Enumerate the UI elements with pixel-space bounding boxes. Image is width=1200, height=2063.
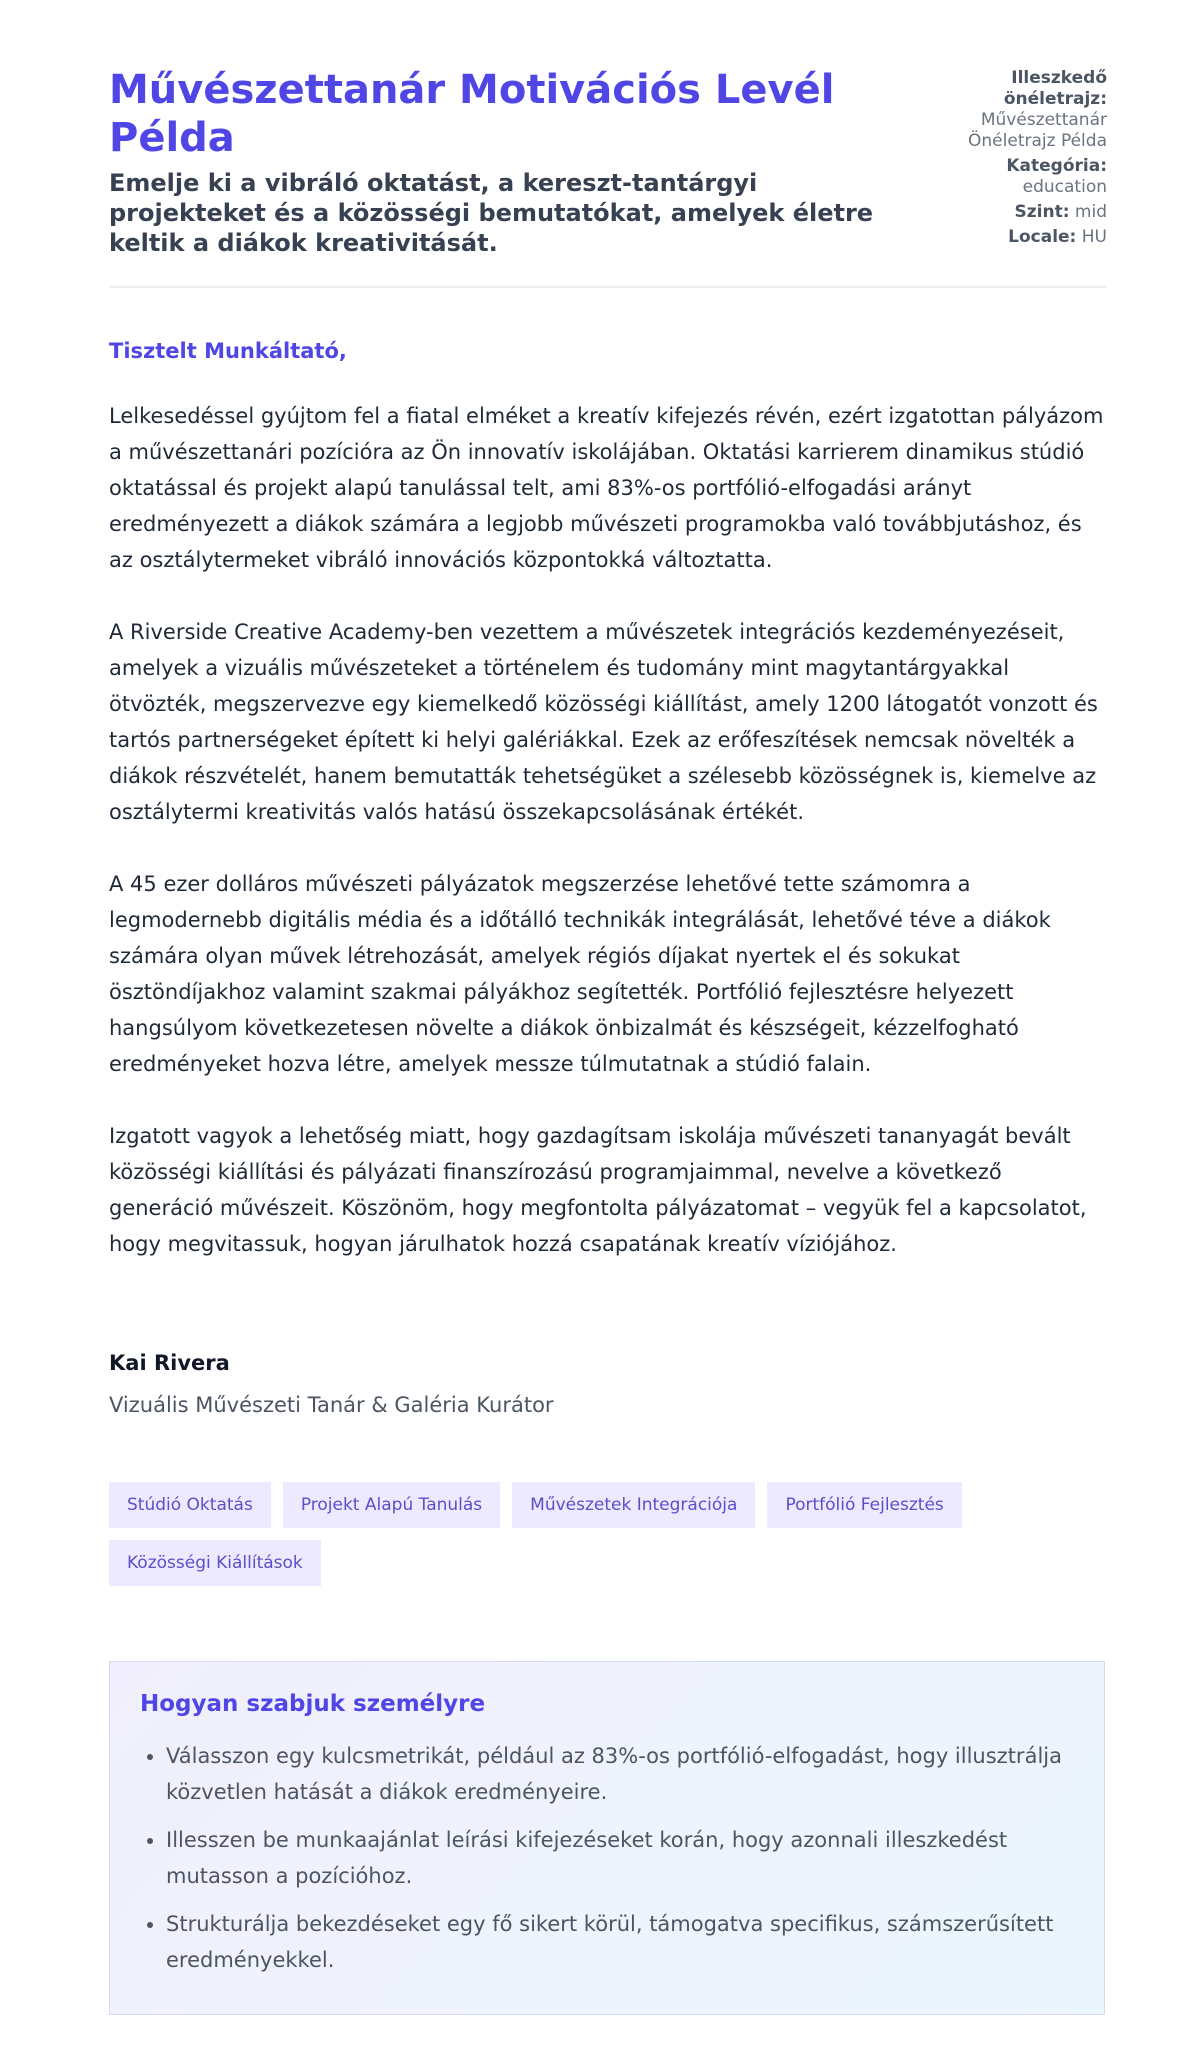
page-title: Művészettanár Motivációs Levél Példa [109,67,835,161]
salutation: Tisztelt Munkáltató, [109,339,347,363]
skill-tags [109,1482,1107,1586]
meta-category-value: education [1022,177,1107,197]
tag-community-exhibitions: Közösségi Kiállítások [109,1540,321,1586]
header-divider [109,286,1107,288]
letter-paragraph-2: A Riverside Creative Academy-ben vezettem a művészetek integrációs kezdeményezéseit, amelyek a vizuális művészeteket a történelem és tudomány mint magytantárgyakkal ötvözték, megszervezve egy kiemelkedő közösségi kiállítást, amely 1200 látogatót vonzott és tartós partnerségeket épített ki helyi galériákkal. Ezek az erőfeszítések nemcsak növelték a diákok részvételét, hanem bemutatták tehetségüket a szélesebb közösségnek is, kiemelve az osztálytermi kreativitás valós hatású összekapcsolásának értékét. [109,620,1098,824]
meta-resume [907,68,1107,152]
page-header [109,66,1107,258]
tag-project-based-learning: Projekt Alapú Tanulás [283,1482,500,1528]
letter-paragraph-1: Lelkesedéssel gyújtom fel a fiatal elméket a kreatív kifejezés révén, ezért izgatottan pályázom a művészettanári pozícióra az Ön innovatív iskolájában. Oktatási karrierem dinamikus stúdió oktatással és projekt alapú tanulással telt, ami 83%-os portfólió-elfogadási arányt eredményezett a diákok számára a legjobb művészeti programokba való továbbjutáshoz, és az osztálytermeket vibráló innovációs központokká változtatta. [109,404,1104,572]
tag-studio-teaching: Stúdió Oktatás [109,1482,271,1528]
meta-category [907,156,1107,198]
letter-paragraph-4: Izgatott vagyok a lehetőség miatt, hogy gazdagítsam iskolája művészeti tananyagát bevált közösségi kiállítási és pályázati finanszírozású programjaimmal, nevelve a következő generáció művészeit. Köszönöm, hogy megfontolta pályázatomat – vegyük fel a kapcsolatot, hogy megvitassuk, hogyan járulhatok hozzá csapatának kreatív víziójához. [109,1124,1087,1256]
meta-resume-value: Művészettanár Önéletrajz Példa [968,110,1107,151]
tips-list [140,1738,1074,1978]
page-subtitle: Emelje ki a vibráló oktatást, a kereszt-tantárgyi projekteket és a közösségi bemutatókat, amelyek életre keltik a diákok kreativitását. [109,169,874,257]
tip-item: • Válasszon egy kulcsmetrikát, például az 83%-os portfólió-elfogadást, hogy illusztrálja közvetlen hatását a diákok eredményeire. [166,1738,1074,1810]
meta-level [907,202,1107,223]
meta-locale [907,227,1107,248]
signature-name: Kai Rivera [109,1351,230,1375]
letter-paragraph-3: A 45 ezer dolláros művészeti pályázatok megszerzése lehetővé tette számomra a legmodernebb digitális média és a időtálló technikák integrálását, lehetővé téve a diákok számára olyan művek létrehozását, amelyek régiós díjakat nyertek el és sokukat ösztöndíjakhoz valamint szakmai pályákhoz segítették. Portfólió fejlesztésre helyezett hangsúlyom következetesen növelte a diákok önbizalmát és készségeit, kézzelfogható eredményeket hozva létre, amelyek messze túlmutatnak a stúdió falain. [109,872,1051,1076]
meta-resume-label: Illeszkedő önéletrajz: [1003,68,1107,109]
meta-panel [907,68,1107,252]
meta-locale-label: Locale: [1008,227,1077,247]
customization-tips [109,1661,1105,2015]
signature-title: Vizuális Művészeti Tanár & Galéria Kurátor [109,1393,554,1417]
meta-category-label: Kategória: [1006,156,1107,176]
letter-body [109,330,1107,1420]
meta-level-value: mid [1074,202,1107,222]
meta-locale-value: HU [1081,227,1107,247]
tips-title: Hogyan szabjuk személyre [140,1691,486,1717]
tag-portfolio-development: Portfólió Fejlesztés [767,1482,961,1528]
tip-item: • Illesszen be munkaajánlat leírási kifejezéseket korán, hogy azonnali illeszkedést mutasson a pozícióhoz. [166,1822,1074,1894]
tag-arts-integration: Művészetek Integrációja [512,1482,755,1528]
meta-level-label: Szint: [1014,202,1070,222]
tip-item: • Strukturálja bekezdéseket egy fő sikert körül, támogatva specifikus, számszerűsített eredményekkel. [166,1906,1074,1978]
title-block [109,66,879,258]
